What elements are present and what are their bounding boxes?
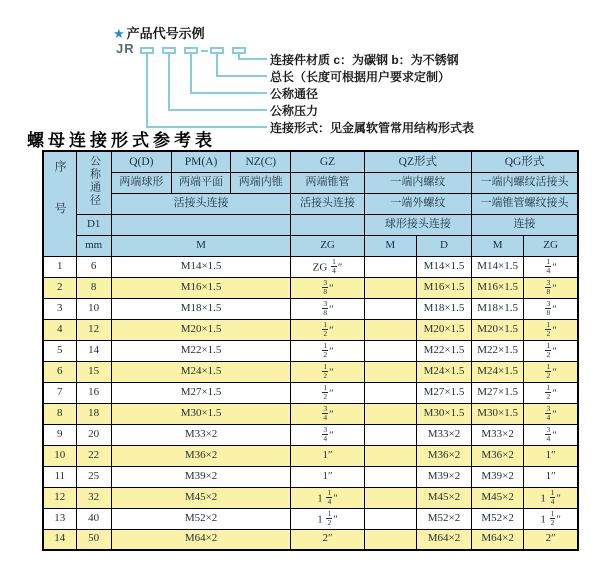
product-code-prefix: JR	[116, 41, 135, 56]
table-row	[43, 382, 578, 403]
table-body	[43, 256, 578, 550]
connector-line	[168, 54, 170, 111]
code-dash-icon	[201, 50, 208, 52]
table-row	[43, 361, 578, 382]
table-row	[43, 298, 578, 319]
table-cell	[364, 277, 416, 298]
empty-cell	[291, 214, 364, 235]
header-nzc-ends: 两端内锥	[231, 172, 291, 193]
connector-line	[216, 75, 267, 77]
table-cell: $\frac{1}{2}$ ″	[524, 361, 578, 382]
header-qg-m: M	[472, 235, 524, 256]
table-cell: M24×1.5	[111, 361, 291, 382]
table-cell: 1 $\frac{1}{4}$ ″	[524, 487, 578, 508]
table-cell: 40	[76, 508, 111, 529]
table-cell: 3	[43, 298, 76, 319]
header-mm: mm	[76, 235, 111, 256]
table-cell: M36×2	[111, 445, 291, 466]
table-cell: M64×2	[416, 529, 471, 550]
col-header-qz: QZ形式	[364, 151, 471, 172]
table-row	[43, 403, 578, 424]
table-cell	[364, 445, 416, 466]
table-cell	[364, 361, 416, 382]
table-cell: $\frac{3}{8}$ ″	[524, 298, 578, 319]
table-cell: M33×2	[472, 424, 524, 445]
table-cell: 12	[43, 487, 76, 508]
table-row	[43, 277, 578, 298]
connector-line	[238, 58, 267, 60]
col-header-qg: QG形式	[472, 151, 578, 172]
table-cell: 5	[43, 340, 76, 361]
table-cell: 13	[43, 508, 76, 529]
table-cell: $\frac{1}{2}$ ″	[291, 340, 364, 361]
table-cell: M14×1.5	[111, 256, 291, 277]
table-cell: $\frac{3}{4}$ ″	[524, 424, 578, 445]
table-row	[43, 508, 578, 529]
header-qg-row3: 一端锥管螺纹接头	[472, 193, 578, 214]
diagram-label-material: 连接件材质 c：为碳钢 b：为不锈钢	[270, 53, 459, 67]
table-cell: M14×1.5	[472, 256, 524, 277]
table-cell: $\frac{1}{4}$ ″	[524, 256, 578, 277]
table-cell: 50	[76, 529, 111, 550]
table-cell: $\frac{3}{8}$ ″	[291, 298, 364, 319]
table-cell: M33×2	[111, 424, 291, 445]
table-cell: $\frac{1}{2}$ ″	[524, 382, 578, 403]
table-cell: 8	[76, 277, 111, 298]
table-cell: 2	[43, 277, 76, 298]
table-cell: M18×1.5	[416, 298, 471, 319]
table-row	[43, 340, 578, 361]
table-cell: 16	[76, 382, 111, 403]
table-cell: $\frac{1}{2}$ ″	[291, 382, 364, 403]
code-box-4	[210, 47, 224, 54]
table-cell: $\frac{3}{8}$ ″	[524, 277, 578, 298]
connector-line	[146, 54, 148, 128]
table-cell: $\frac{3}{4}$ ″	[524, 403, 578, 424]
col-header-gz: GZ	[291, 151, 364, 172]
table-cell: 1″	[524, 445, 578, 466]
header-union-conn: 活接头连接	[111, 193, 291, 214]
table-row	[43, 529, 578, 550]
table-cell: 12	[76, 319, 111, 340]
connector-line	[168, 109, 267, 111]
empty-cell	[111, 214, 291, 235]
table-cell: M39×2	[472, 466, 524, 487]
table-cell: M22×1.5	[472, 340, 524, 361]
table-cell: 9	[43, 424, 76, 445]
table-row	[43, 445, 578, 466]
table-cell: 14	[43, 529, 76, 550]
table-cell: M36×2	[416, 445, 471, 466]
table-cell: 11	[43, 466, 76, 487]
header-qz-d: D	[416, 235, 471, 256]
code-box-1	[140, 47, 154, 54]
table-cell: $\frac{3}{8}$ ″	[291, 277, 364, 298]
table-cell: M36×2	[472, 445, 524, 466]
header-m: M	[111, 235, 291, 256]
header-qz-row2: 一端内螺纹	[364, 172, 471, 193]
table-cell	[364, 403, 416, 424]
diagram-label-length: 总长（长度可根据用户要求定制）	[270, 70, 451, 84]
table-cell: 6	[76, 256, 111, 277]
header-d1: D1	[76, 214, 111, 235]
header-qg-zg: ZG	[524, 235, 578, 256]
table-row	[43, 466, 578, 487]
table-cell: 1 $\frac{1}{2}$ ″	[524, 508, 578, 529]
table-cell: M14×1.5	[416, 256, 471, 277]
table-cell: M52×2	[111, 508, 291, 529]
header-qz-m: M	[364, 235, 416, 256]
table-cell: M64×2	[472, 529, 524, 550]
header-qz-row3: 一端外螺纹	[364, 193, 471, 214]
table-cell: 2″	[291, 529, 364, 550]
header-qg-row2: 一端内螺纹活接头	[472, 172, 578, 193]
table-header	[43, 151, 578, 256]
table-cell: M18×1.5	[111, 298, 291, 319]
table-cell	[364, 319, 416, 340]
table-cell: 4	[43, 319, 76, 340]
table-cell: 22	[76, 445, 111, 466]
table-cell: M20×1.5	[111, 319, 291, 340]
table-cell: M30×1.5	[472, 403, 524, 424]
header-qz-row4: 球形接头连接	[364, 214, 471, 235]
table-cell: M33×2	[416, 424, 471, 445]
table-cell	[364, 487, 416, 508]
code-box-2	[162, 47, 176, 54]
code-box-3	[184, 47, 198, 54]
table-cell	[364, 466, 416, 487]
table-cell	[364, 298, 416, 319]
table-cell: M30×1.5	[111, 403, 291, 424]
table-cell: 2″	[524, 529, 578, 550]
connector-line	[190, 54, 192, 94]
header-qg-row4: 连接	[472, 214, 578, 235]
table-cell: M22×1.5	[111, 340, 291, 361]
table-cell: M16×1.5	[111, 277, 291, 298]
table-cell	[364, 424, 416, 445]
diagram-label-pressure: 公称压力	[270, 104, 319, 118]
table-cell: 32	[76, 487, 111, 508]
table-cell: $\frac{1}{2}$ ″	[291, 361, 364, 382]
table-cell: 20	[76, 424, 111, 445]
table-cell: M18×1.5	[472, 298, 524, 319]
table-cell: 1 $\frac{1}{2}$ ″	[291, 508, 364, 529]
table-cell: 25	[76, 466, 111, 487]
reference-table	[42, 150, 579, 551]
table-cell: $\frac{3}{4}$ ″	[291, 424, 364, 445]
table-cell: M39×2	[416, 466, 471, 487]
table-cell: 14	[76, 340, 111, 361]
table-cell: 18	[76, 403, 111, 424]
col-header-nzc: NZ(C)	[231, 151, 291, 172]
connector-line	[190, 92, 267, 94]
table-cell: M52×2	[472, 508, 524, 529]
table-cell: 15	[76, 361, 111, 382]
table-cell: ZG $\frac{1}{4}$ ″	[291, 256, 364, 277]
table-cell: 6	[43, 361, 76, 382]
table-cell	[364, 529, 416, 550]
table-cell: 1″	[291, 466, 364, 487]
table-cell: 1″	[524, 466, 578, 487]
table-row	[43, 319, 578, 340]
table-row	[43, 256, 578, 277]
col-header-pma: PM(A)	[171, 151, 230, 172]
table-cell: $\frac{1}{2}$ ″	[524, 319, 578, 340]
table-cell: M45×2	[472, 487, 524, 508]
table-cell: 1 $\frac{1}{4}$ ″	[291, 487, 364, 508]
table-cell: M45×2	[111, 487, 291, 508]
table-cell: M20×1.5	[416, 319, 471, 340]
table-cell	[364, 508, 416, 529]
table-cell	[364, 340, 416, 361]
diagram-heading-text: 产品代号示例	[126, 26, 205, 41]
table-cell: M64×2	[111, 529, 291, 550]
header-gz-unit: ZG	[291, 235, 364, 256]
col-header-dn: 公称通径	[76, 151, 111, 214]
star-icon: ★	[113, 26, 125, 41]
table-cell: $\frac{1}{2}$ ″	[291, 319, 364, 340]
table-cell: M24×1.5	[416, 361, 471, 382]
table-cell: M27×1.5	[416, 382, 471, 403]
table-cell: M30×1.5	[416, 403, 471, 424]
table-cell: M24×1.5	[472, 361, 524, 382]
diagram-label-connection: 连接形式：见金属软管常用结构形式表	[270, 121, 475, 135]
connector-line	[216, 54, 218, 77]
table-cell: 10	[43, 445, 76, 466]
header-gz-ends: 两端锥管	[291, 172, 364, 193]
header-gz-conn: 活接头连接	[291, 193, 364, 214]
page-title: 螺母连接形式参考表	[27, 131, 216, 151]
table-row	[43, 424, 578, 445]
table-cell: M27×1.5	[111, 382, 291, 403]
table-row	[43, 487, 578, 508]
header-pma-ends: 两端平面	[171, 172, 230, 193]
table-cell: 8	[43, 403, 76, 424]
code-box-5	[232, 47, 246, 54]
diagram-heading	[113, 23, 205, 42]
table-cell: 7	[43, 382, 76, 403]
table-cell: M39×2	[111, 466, 291, 487]
table-cell: M45×2	[416, 487, 471, 508]
table-cell: M22×1.5	[416, 340, 471, 361]
table-cell	[364, 256, 416, 277]
table-cell: 1″	[291, 445, 364, 466]
table-cell	[364, 382, 416, 403]
col-header-seq: 序号	[43, 151, 76, 256]
table-cell: M20×1.5	[472, 319, 524, 340]
col-header-qd: Q(D)	[111, 151, 171, 172]
table-cell: M16×1.5	[472, 277, 524, 298]
table-cell: M52×2	[416, 508, 471, 529]
table-cell: $\frac{3}{4}$ ″	[291, 403, 364, 424]
table-cell: 1	[43, 256, 76, 277]
table-cell: $\frac{1}{2}$ ″	[524, 340, 578, 361]
diagram-label-diameter: 公称通径	[270, 87, 319, 101]
table-cell: M27×1.5	[472, 382, 524, 403]
table-cell: 10	[76, 298, 111, 319]
header-qd-ends: 两端球形	[111, 172, 171, 193]
table-cell: M16×1.5	[416, 277, 471, 298]
